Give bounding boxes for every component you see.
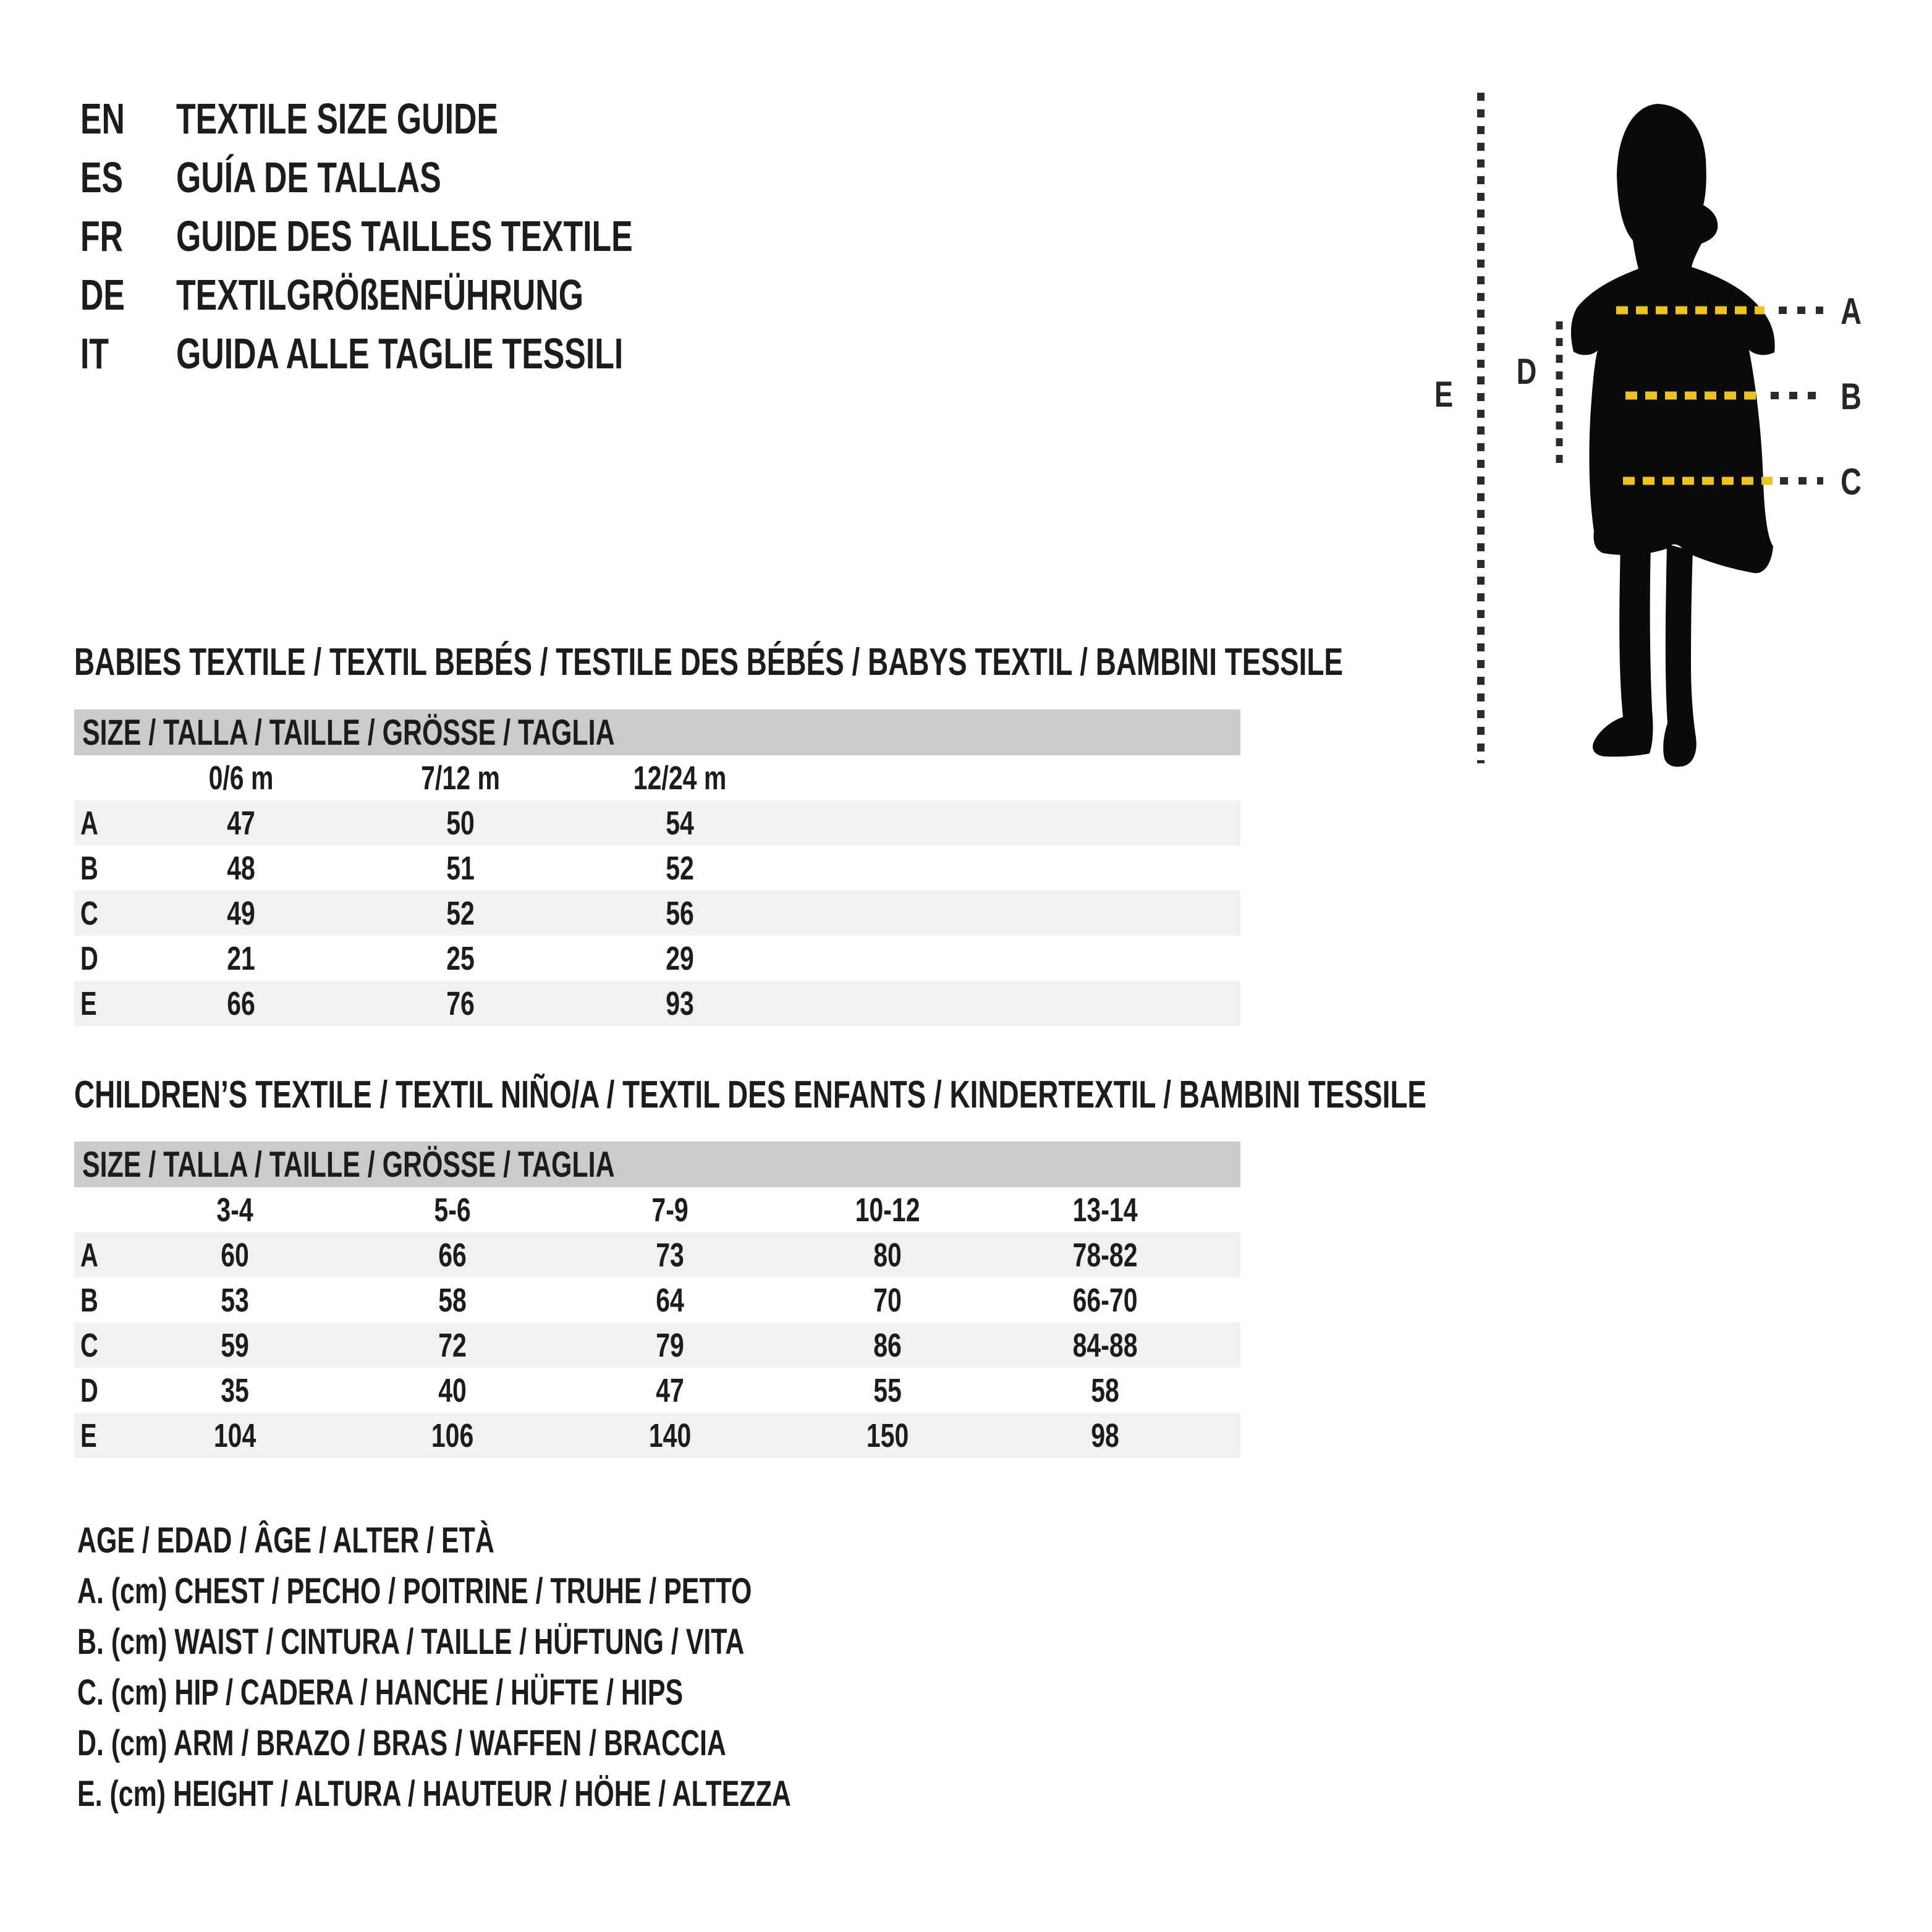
figure-label-e: E — [1434, 375, 1454, 415]
row-label: D — [80, 1371, 98, 1409]
column-header: 7/12 m — [421, 759, 501, 797]
table-row — [74, 1277, 1240, 1323]
row-label: D — [80, 939, 98, 977]
table-row — [74, 891, 1240, 936]
table-cell: 66 — [227, 985, 256, 1022]
figure-label-a: A — [1841, 290, 1862, 333]
table-cell: 21 — [227, 939, 256, 977]
babies-size-table — [74, 710, 1240, 1026]
table-cell: 48 — [227, 849, 256, 887]
table-cell: 66 — [438, 1236, 467, 1274]
column-header: 7-9 — [651, 1191, 688, 1229]
column-header: 5-6 — [434, 1191, 471, 1229]
table-cell: 84-88 — [1072, 1326, 1138, 1364]
table-cell: 66-70 — [1072, 1281, 1138, 1319]
measurement-legend — [77, 1515, 1042, 1820]
table-row — [74, 1368, 1240, 1413]
figure-label-b: B — [1841, 376, 1862, 418]
table-cell: 56 — [666, 894, 695, 932]
table-cell: 52 — [666, 849, 695, 887]
figure-label-d: D — [1516, 352, 1537, 392]
table-row — [74, 845, 1240, 891]
table-cell: 140 — [648, 1417, 692, 1454]
table-row — [74, 1323, 1240, 1368]
table-cell: 76 — [446, 985, 475, 1022]
table-cell: 47 — [227, 804, 256, 842]
lang-title: TEXTILE SIZE GUIDE — [176, 95, 498, 143]
row-label: E — [80, 1417, 97, 1454]
table-cell: 60 — [221, 1236, 249, 1274]
table-cell: 72 — [438, 1326, 467, 1364]
table-row — [74, 981, 1240, 1026]
column-header: 10-12 — [855, 1191, 920, 1229]
table-cell: 70 — [873, 1281, 902, 1319]
table-cell: 25 — [446, 939, 475, 977]
table-cell: 29 — [666, 939, 695, 977]
table-cell: 53 — [221, 1281, 249, 1319]
table-row — [74, 1232, 1240, 1277]
table-cell: 52 — [446, 894, 475, 932]
row-label: A — [80, 1236, 98, 1274]
table-cell: 80 — [873, 1236, 902, 1274]
table-cell: 58 — [438, 1281, 467, 1319]
table-cell: 106 — [431, 1417, 474, 1454]
table-cell: 59 — [221, 1326, 249, 1364]
table-cell: 86 — [873, 1326, 902, 1364]
legend-line-waist: B. (cm) WAIST / CINTURA / TAILLE / HÜFTUNG / VITA — [77, 1622, 745, 1662]
table-row — [74, 936, 1240, 981]
lang-code: IT — [80, 329, 109, 378]
row-label: C — [80, 1326, 98, 1364]
table-cell: 79 — [656, 1326, 684, 1364]
figure-label-c: C — [1841, 461, 1862, 503]
row-label: C — [80, 894, 98, 932]
table-cell: 51 — [446, 849, 475, 887]
lang-code: ES — [80, 153, 124, 201]
table-cell: 64 — [656, 1281, 684, 1319]
babies-column-header-row — [74, 755, 1240, 800]
table-row — [74, 800, 1240, 845]
lang-code: EN — [80, 95, 125, 143]
lang-title: GUIDE DES TAILLES TEXTILE — [176, 212, 633, 260]
column-header: 0/6 m — [209, 759, 274, 797]
babies-section-heading: BABIES TEXTILE / TEXTIL BEBÉS / TESTILE DES BÉBÉS / BABYS TEXTIL / BAMBINI TESSILE — [74, 641, 1343, 684]
lang-title: GUIDA ALLE TAGLIE TESSILI — [176, 329, 624, 378]
table-cell: 54 — [666, 804, 695, 842]
children-column-header-row — [74, 1187, 1240, 1232]
lang-code: DE — [80, 271, 125, 319]
legend-line-height: E. (cm) HEIGHT / ALTURA / HAUTEUR / HÖHE / ALTEZZA — [77, 1774, 791, 1814]
children-size-table — [74, 1142, 1240, 1458]
table-cell: 73 — [656, 1236, 684, 1274]
table-cell: 104 — [213, 1417, 256, 1454]
children-size-header-band: SIZE / TALLA / TAILLE / GRÖSSE / TAGLIA — [74, 1142, 1240, 1187]
table-cell: 47 — [656, 1371, 684, 1409]
row-label: B — [80, 1281, 98, 1319]
legend-line-age: AGE / EDAD / ÂGE / ALTER / ETÀ — [77, 1520, 494, 1561]
table-cell: 78-82 — [1072, 1236, 1138, 1274]
table-cell: 50 — [446, 804, 475, 842]
column-header: 13-14 — [1072, 1191, 1138, 1229]
legend-line-hip: C. (cm) HIP / CADERA / HANCHE / HÜFTE / HIPS — [77, 1672, 684, 1713]
row-label: B — [80, 849, 98, 887]
column-header: 3-4 — [216, 1191, 253, 1229]
legend-line-arm: D. (cm) ARM / BRAZO / BRAS / WAFFEN / BRACCIA — [77, 1723, 726, 1763]
table-cell: 55 — [873, 1371, 902, 1409]
table-row — [74, 1413, 1240, 1458]
lang-title: TEXTILGRÖßENFÜHRUNG — [176, 271, 583, 319]
table-cell: 93 — [666, 985, 695, 1022]
table-cell: 35 — [221, 1371, 249, 1409]
legend-line-chest: A. (cm) CHEST / PECHO / POITRINE / TRUHE / PETTO — [77, 1571, 752, 1611]
row-label: E — [80, 985, 97, 1022]
row-label: A — [80, 804, 98, 842]
table-cell: 58 — [1091, 1371, 1119, 1409]
lang-code: FR — [80, 212, 124, 260]
table-cell: 40 — [438, 1371, 467, 1409]
lang-title: GUÍA DE TALLAS — [176, 153, 441, 201]
table-cell: 49 — [227, 894, 256, 932]
babies-size-header-band: SIZE / TALLA / TAILLE / GRÖSSE / TAGLIA — [74, 710, 1240, 755]
column-header: 12/24 m — [633, 759, 727, 797]
children-section-heading: CHILDREN’S TEXTILE / TEXTIL NIÑO/A / TEXTIL DES ENFANTS / KINDERTEXTIL / BAMBINI TESSILE — [74, 1074, 1426, 1116]
table-cell: 150 — [866, 1417, 909, 1454]
table-cell: 98 — [1091, 1417, 1119, 1454]
